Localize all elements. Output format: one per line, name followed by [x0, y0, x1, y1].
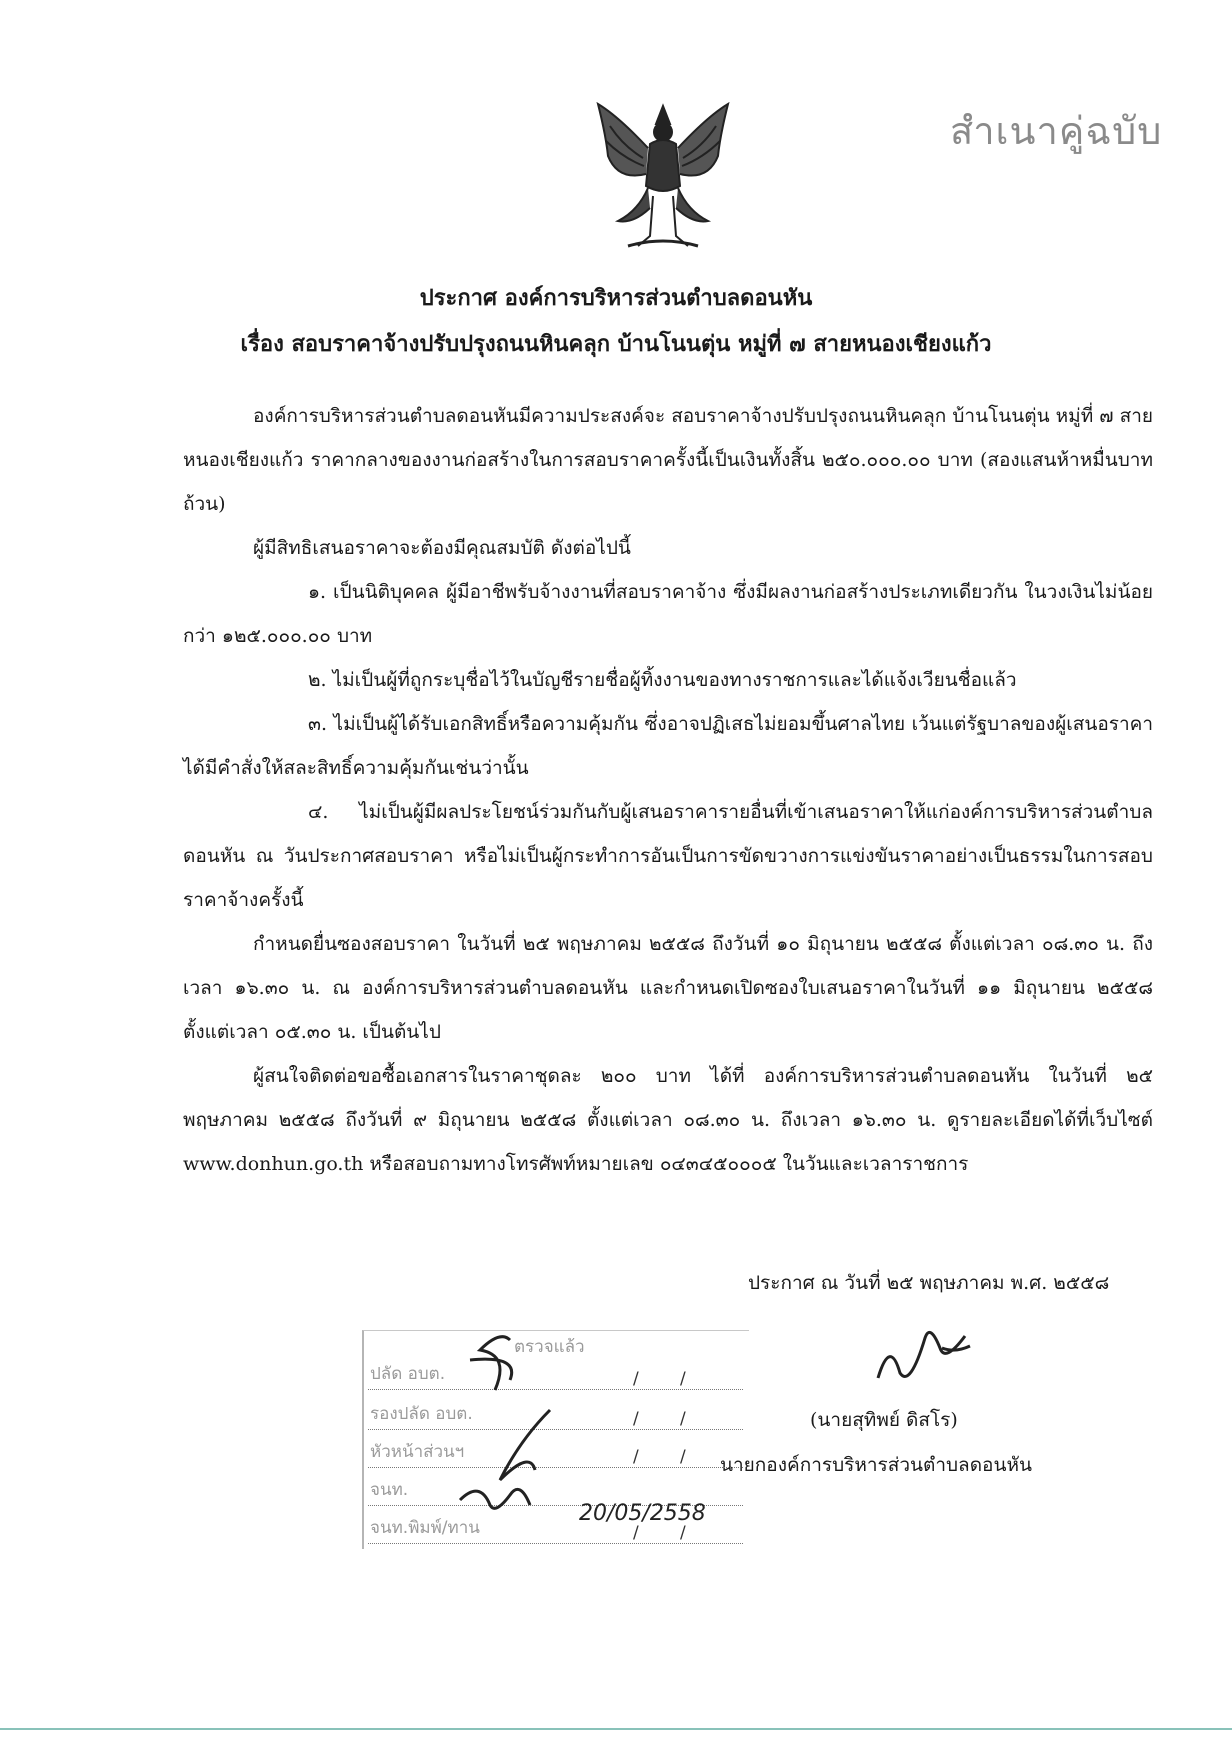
announcement-date: ประกาศ ณ วันที่ ๒๕ พฤษภาคม พ.ศ. ๒๕๕๘	[748, 1272, 1110, 1294]
announcement-subject: เรื่อง สอบราคาจ้างปรับปรุงถนนหินคลุก บ้านโนนตุ่น หมู่ที่ ๗ สายหนองเชียงแก้ว	[240, 331, 992, 357]
copy-stamp: สำเนาคู่ฉบับ	[950, 109, 1163, 153]
stamp-row-label: จนท.	[370, 1480, 409, 1500]
stamp-row-label: จนท.พิมพ์/ทาน	[370, 1518, 480, 1538]
stamp-row: หัวหน้าส่วนฯ / /	[368, 1439, 743, 1468]
intro-paragraph: องค์การบริหารส่วนตำบลดอนหันมีความประสงค์จะ สอบราคาจ้างปรับปรุงถนนหินคลุก บ้านโนนตุ่น หมู่ที่ ๗ สายหนองเชียงแก้ว ราคากลางของงานก่อสร้างในการสอบราคาครั้งนี้เป็นเงินทั้งสิ้น ๒๕๐.๐๐๐.๐๐ บาท (สองแสนห้าหมื่นบาทถ้วน)	[183, 405, 1153, 515]
stamp-row-label: ปลัด อบต.	[370, 1364, 446, 1384]
stamp-row-label: หัวหน้าส่วนฯ	[370, 1442, 465, 1462]
announcement-body	[183, 394, 1153, 1186]
qualification-item: ๓. ไม่เป็นผู้ได้รับเอกสิทธิ์หรือความคุ้มกัน ซึ่งอาจปฏิเสธไม่ยอมขึ้นศาลไทย เว้นแต่รัฐบาลของผู้เสนอราคาได้มีคำสั่งให้สละสิทธิ์ความคุ้มกันเช่นว่านั้น	[183, 713, 1153, 779]
qualification-heading: ผู้มีสิทธิเสนอราคาจะต้องมีคุณสมบัติ ดังต่อไปนี้	[253, 537, 631, 559]
qualification-item: ๑. เป็นนิติบุคคล ผู้มีอาชีพรับจ้างงานที่สอบราคาจ้าง ซึ่งมีผลงานก่อสร้างประเภทเดียวกัน ในวงเงินไม่น้อยกว่า ๑๒๕.๐๐๐.๐๐ บาท	[183, 581, 1153, 647]
garuda-emblem-icon	[588, 96, 738, 256]
initials-scribble-icon	[440, 1330, 640, 1530]
qualification-item: ๒. ไม่เป็นผู้ที่ถูกระบุชื่อไว้ในบัญชีรายชื่อผู้ทิ้งงานของทางราชการและได้แจ้งเวียนชื่อแล้ว	[308, 669, 1017, 691]
stamp-row: ปลัด อบต. / /	[368, 1361, 743, 1390]
contact-paragraph: ผู้สนใจติดต่อขอซื้อเอกสารในราคาชุดละ ๒๐๐ บาท ได้ที่ องค์การบริหารส่วนตำบลดอนหัน ในวันที่ ๒๕ พฤษภาคม ๒๕๕๘ ถึงวันที่ ๙ มิถุนายน ๒๕๕๘ ตั้งแต่เวลา ๐๘.๓๐ น. ถึงเวลา ๑๖.๓๐ น. ดูรายละเอียดได้ที่เว็บไซต์ www.donhun.go.th หรือสอบถามทางโทรศัพท์หมายเลข ๐๔๓๔๕๐๐๐๕ ในวันและเวลาราชการ	[183, 1065, 1153, 1175]
signature-icon	[870, 1318, 980, 1390]
submission-paragraph: กำหนดยื่นซองสอบราคา ในวันที่ ๒๕ พฤษภาคม ๒๕๕๘ ถึงวันที่ ๑๐ มิถุนายน ๒๕๕๘ ตั้งแต่เวลา ๐๘.๓๐ น. ถึงเวลา ๑๖.๓๐ น. ณ องค์การบริหารส่วนตำบลดอนหัน และกำหนดเปิดซองใบเสนอราคาในวันที่ ๑๑ มิถุนายน ๒๕๕๘ ตั้งแต่เวลา ๐๕.๓๐ น. เป็นต้นไป	[183, 933, 1153, 1043]
stamp-row-label: รองปลัด อบต.	[370, 1404, 473, 1424]
handwritten-date: 20/05/2558	[579, 1501, 706, 1526]
stamp-row: จนท.พิมพ์/ทาน / /	[368, 1515, 743, 1544]
qualification-item: ๔. ไม่เป็นผู้มีผลประโยชน์ร่วมกันกับผู้เสนอราคารายอื่นที่เข้าเสนอราคาให้แก่องค์การบริหารส่วนตำบลดอนหัน ณ วันประกาศสอบราคา หรือไม่เป็นผู้กระทำการอันเป็นการขัดขวางการแข่งขันราคาอย่างเป็นธรรมในการสอบราคาจ้างครั้งนี้	[183, 801, 1153, 911]
signatory-title: นายกองค์การบริหารส่วนตำบลดอนหัน	[720, 1454, 1032, 1476]
stamp-row: รองปลัด อบต. / /	[368, 1401, 743, 1430]
stamp-header: ตรวจแล้ว	[514, 1337, 585, 1357]
signatory-name: (นายสุทิพย์ ดิสโร)	[810, 1409, 958, 1431]
announcement-title: ประกาศ องค์การบริหารส่วนตำบลดอนหัน	[419, 285, 813, 311]
page-bottom-border	[0, 1728, 1232, 1730]
